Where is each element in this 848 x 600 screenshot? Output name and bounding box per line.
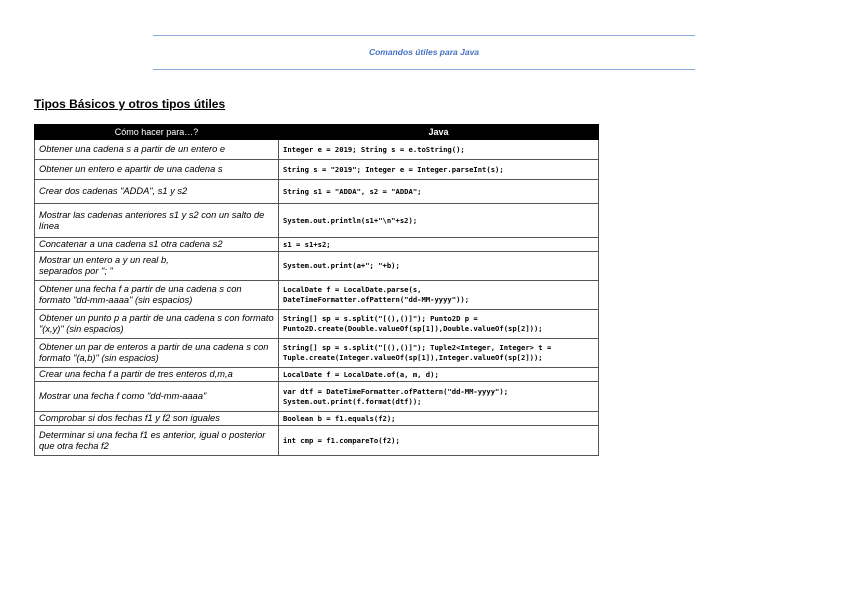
row-code: System.out.println(s1+"\n"+s2);: [279, 204, 599, 238]
row-code: s1 = s1+s2;: [279, 238, 599, 252]
row-code: var dtf = DateTimeFormatter.ofPattern("dd-MM-yyyy"); System.out.print(f.format(dtf));: [279, 382, 599, 412]
row-code: LocalDate f = LocalDate.of(a, m, d);: [279, 368, 599, 382]
row-description: Obtener un entero e apartir de una cadena s: [35, 160, 279, 180]
table-row: [35, 160, 599, 180]
table-row: [35, 339, 599, 368]
section-title: Tipos Básicos y otros tipos útiles: [34, 97, 226, 111]
row-code: int cmp = f1.compareTo(f2);: [279, 426, 599, 456]
table-row: [35, 382, 599, 412]
table-row: [35, 252, 599, 281]
table-row: [35, 281, 599, 310]
table-row: [35, 180, 599, 204]
table-row: [35, 412, 599, 426]
row-description: Crear dos cadenas "ADDA", s1 y s2: [35, 180, 279, 204]
table-row: [35, 310, 599, 339]
column-header-java: Java: [279, 125, 599, 140]
row-description: Obtener un par de enteros a partir de una cadena s con formato "(a,b)" (sin espacios): [35, 339, 279, 368]
row-description: Mostrar un entero a y un real b, separados por "; ": [35, 252, 279, 281]
header-rule-bottom: [153, 69, 695, 70]
table-row: [35, 368, 599, 382]
row-description: Obtener una cadena s a partir de un entero e: [35, 140, 279, 160]
row-description: Determinar si una fecha f1 es anterior, igual o posterior que otra fecha f2: [35, 426, 279, 456]
row-code: String s1 = "ADDA", s2 = "ADDA";: [279, 180, 599, 204]
table-row: [35, 204, 599, 238]
row-code: String[] sp = s.split("[(),()]"); Tuple2<Integer, Integer> t = Tuple.create(Integer.valueOf(sp[1]),Integer.valueOf(sp[2]));: [279, 339, 599, 368]
row-code: String s = "2019"; Integer e = Integer.parseInt(s);: [279, 160, 599, 180]
header-rule-top: [153, 35, 695, 36]
column-header-how: Cómo hacer para…?: [35, 125, 279, 140]
row-code: LocalDate f = LocalDate.parse(s, DateTimeFormatter.ofPattern("dd-MM-yyyy"));: [279, 281, 599, 310]
table-row: [35, 238, 599, 252]
row-description: Obtener una fecha f a partir de una cadena s con formato "dd-mm-aaaa" (sin espacios): [35, 281, 279, 310]
table-header-row: [35, 125, 599, 140]
row-description: Concatenar a una cadena s1 otra cadena s2: [35, 238, 279, 252]
row-code: String[] sp = s.split("[(),()]"); Punto2D p = Punto2D.create(Double.valueOf(sp[1]),Double.valueOf(sp[2]));: [279, 310, 599, 339]
table-row: [35, 426, 599, 456]
page-header-title: Comandos útiles para Java: [368, 47, 480, 57]
row-description: Mostrar una fecha f como "dd-mm-aaaa": [35, 382, 279, 412]
table-row: [35, 140, 599, 160]
row-code: Integer e = 2019; String s = e.toString();: [279, 140, 599, 160]
row-description: Crear una fecha f a partir de tres enteros d,m,a: [35, 368, 279, 382]
row-description: Obtener un punto p a partir de una cadena s con formato "(x,y)" (sin espacios): [35, 310, 279, 339]
row-description: Mostrar las cadenas anteriores s1 y s2 con un salto de línea: [35, 204, 279, 238]
commands-table: [34, 124, 599, 456]
row-code: System.out.print(a+"; "+b);: [279, 252, 599, 281]
row-description: Comprobar si dos fechas f1 y f2 son iguales: [35, 412, 279, 426]
row-code: Boolean b = f1.equals(f2);: [279, 412, 599, 426]
